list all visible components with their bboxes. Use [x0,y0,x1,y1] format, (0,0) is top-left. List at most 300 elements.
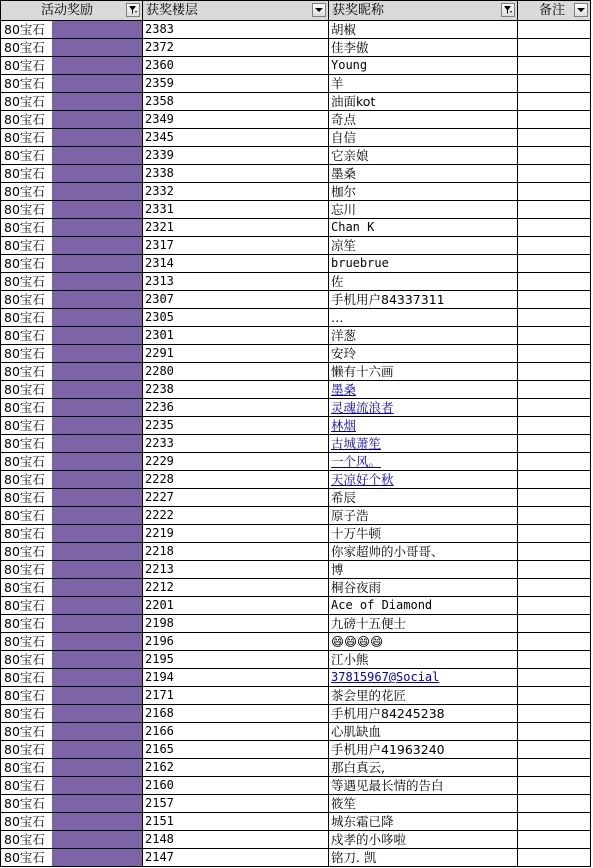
table-row [0,327,591,345]
floor-cell[interactable]: 2201 [143,597,329,614]
nickname-cell[interactable]: 希辰 [329,489,518,506]
note-cell[interactable] [518,291,591,308]
table-row [0,129,591,147]
floor-cell[interactable]: 2195 [143,651,329,668]
reward-highlight [52,795,142,812]
note-cell[interactable] [518,759,591,776]
filter-active-icon[interactable] [126,3,140,17]
reward-cell[interactable] [0,39,143,56]
reward-highlight [52,507,142,524]
note-cell[interactable] [518,831,591,848]
floor-cell[interactable]: 2168 [143,705,329,722]
reward-label: 80宝石 [1,633,52,650]
reward-highlight [52,813,142,830]
table-row [0,813,591,831]
nickname-link[interactable]: 墨桑 [329,381,518,398]
table-row [0,399,591,417]
floor-cell[interactable]: 2238 [143,381,329,398]
reward-cell[interactable] [0,363,143,380]
nickname-cell[interactable]: 安玲 [329,345,518,362]
reward-label: 80宝石 [1,219,52,236]
table-row [0,705,591,723]
reward-cell[interactable] [0,669,143,686]
nickname-cell[interactable]: 奇点 [329,111,518,128]
nickname-cell[interactable]: 那白真云, [329,759,518,776]
reward-cell[interactable] [0,813,143,830]
floor-cell[interactable]: 2160 [143,777,329,794]
reward-cell[interactable] [0,489,143,506]
table-row [0,633,591,651]
note-cell[interactable] [518,165,591,182]
floor-cell[interactable]: 2162 [143,759,329,776]
nickname-cell[interactable]: … [329,309,518,326]
reward-label: 80宝石 [1,489,52,506]
reward-label: 80宝石 [1,561,52,578]
reward-cell[interactable] [0,777,143,794]
reward-highlight [52,579,142,596]
nickname-cell[interactable]: 江小熊 [329,651,518,668]
note-cell[interactable] [518,129,591,146]
nickname-cell[interactable]: 忘川 [329,201,518,218]
table-row [0,669,591,687]
reward-label: 80宝石 [1,21,52,38]
reward-cell[interactable] [0,219,143,236]
floor-cell[interactable]: 2222 [143,507,329,524]
note-cell[interactable] [518,111,591,128]
column-header-nickname[interactable] [329,1,518,20]
note-cell[interactable] [518,813,591,830]
table-row [0,111,591,129]
reward-label: 80宝石 [1,741,52,758]
nickname-link[interactable]: 古城萧笙 [329,435,518,452]
nickname-cell[interactable]: 凉笙 [329,237,518,254]
nickname-cell[interactable]: 筱笙 [329,795,518,812]
reward-label: 80宝石 [1,831,52,848]
floor-cell[interactable]: 2227 [143,489,329,506]
table-row [0,525,591,543]
note-cell[interactable] [518,417,591,434]
reward-highlight [52,273,142,290]
nickname-cell[interactable]: 你家超帅的小哥哥、 [329,543,518,560]
floor-cell[interactable]: 2218 [143,543,329,560]
table-row [0,759,591,777]
floor-cell[interactable]: 2171 [143,687,329,704]
nickname-cell[interactable]: 茶会里的花匠 [329,687,518,704]
reward-cell[interactable] [0,201,143,218]
floor-cell[interactable]: 2339 [143,147,329,164]
floor-cell[interactable]: 2229 [143,453,329,470]
note-cell[interactable] [518,255,591,272]
reward-cell[interactable] [0,471,143,488]
nickname-cell[interactable]: 九磅十五便士 [329,615,518,632]
floor-cell[interactable]: 2317 [143,237,329,254]
reward-highlight [52,687,142,704]
floor-cell[interactable]: 2151 [143,813,329,830]
nickname-cell[interactable]: 羊 [329,75,518,92]
note-cell[interactable] [518,633,591,650]
reward-label: 80宝石 [1,669,52,686]
reward-highlight [52,471,142,488]
floor-cell[interactable]: 2345 [143,129,329,146]
note-cell[interactable] [518,489,591,506]
column-header-note[interactable] [518,1,591,20]
note-cell[interactable] [518,741,591,758]
reward-highlight [52,291,142,308]
nickname-cell[interactable]: 洋葱 [329,327,518,344]
floor-cell[interactable]: 2291 [143,345,329,362]
floor-cell[interactable]: 2301 [143,327,329,344]
reward-label: 80宝石 [1,849,52,866]
floor-cell[interactable]: 2383 [143,21,329,38]
reward-label: 80宝石 [1,183,52,200]
reward-cell[interactable] [0,237,143,254]
reward-label: 80宝石 [1,399,52,416]
floor-cell[interactable]: 2228 [143,471,329,488]
floor-cell[interactable]: 2213 [143,561,329,578]
reward-cell[interactable] [0,165,143,182]
reward-cell[interactable] [0,147,143,164]
floor-cell[interactable]: 2307 [143,291,329,308]
floor-cell[interactable]: 2219 [143,525,329,542]
table-row [0,489,591,507]
reward-label: 80宝石 [1,129,52,146]
note-cell[interactable] [518,21,591,38]
floor-cell[interactable]: 2194 [143,669,329,686]
table-row [0,57,591,75]
nickname-link[interactable]: 37815967@Social [329,669,518,686]
floor-cell[interactable]: 2305 [143,309,329,326]
reward-label: 80宝石 [1,93,52,110]
reward-label: 80宝石 [1,453,52,470]
note-cell[interactable] [518,435,591,452]
dropdown-arrow-icon[interactable] [574,3,588,17]
reward-cell[interactable] [0,597,143,614]
reward-label: 80宝石 [1,237,52,254]
floor-cell[interactable]: 2198 [143,615,329,632]
nickname-cell[interactable]: 原子浩 [329,507,518,524]
reward-cell[interactable] [0,21,143,38]
note-cell[interactable] [518,525,591,542]
note-cell[interactable] [518,57,591,74]
reward-highlight [52,111,142,128]
floor-cell[interactable]: 2148 [143,831,329,848]
reward-highlight [52,165,142,182]
table-row [0,435,591,453]
floor-cell[interactable]: 2196 [143,633,329,650]
note-cell[interactable] [518,687,591,704]
header-row [0,0,591,21]
floor-cell[interactable]: 2212 [143,579,329,596]
table-row [0,381,591,399]
note-cell[interactable] [518,651,591,668]
reward-cell[interactable] [0,579,143,596]
floor-cell[interactable]: 2321 [143,219,329,236]
nickname-cell[interactable]: 博 [329,561,518,578]
reward-label: 80宝石 [1,273,52,290]
note-cell[interactable] [518,363,591,380]
reward-highlight [52,21,142,38]
reward-cell[interactable] [0,705,143,722]
nickname-cell[interactable]: 墨桑 [329,165,518,182]
note-cell[interactable] [518,615,591,632]
table-row [0,417,591,435]
note-cell[interactable] [518,561,591,578]
table-row [0,291,591,309]
reward-cell[interactable] [0,435,143,452]
table-row [0,183,591,201]
reward-highlight [52,435,142,452]
reward-label: 80宝石 [1,345,52,362]
reward-highlight [52,525,142,542]
note-cell[interactable] [518,705,591,722]
floor-cell[interactable]: 2235 [143,417,329,434]
floor-cell[interactable]: 2233 [143,435,329,452]
nickname-cell[interactable]: 手机用户84337311 [329,291,518,308]
reward-cell[interactable] [0,507,143,524]
reward-label: 80宝石 [1,435,52,452]
reward-cell[interactable] [0,93,143,110]
note-cell[interactable] [518,381,591,398]
reward-cell[interactable] [0,327,143,344]
table-row [0,723,591,741]
reward-cell[interactable] [0,399,143,416]
note-cell[interactable] [518,39,591,56]
reward-label: 80宝石 [1,75,52,92]
table-row [0,849,591,867]
reward-highlight [52,363,142,380]
note-cell[interactable] [518,669,591,686]
note-cell[interactable] [518,147,591,164]
table-row [0,615,591,633]
reward-cell[interactable] [0,291,143,308]
table-row [0,651,591,669]
reward-cell[interactable] [0,57,143,74]
nickname-cell[interactable]: 戍孝的小哆啦 [329,831,518,848]
floor-cell[interactable]: 2372 [143,39,329,56]
nickname-link[interactable]: 一个风。 [329,453,518,470]
reward-label: 80宝石 [1,687,52,704]
reward-highlight [52,723,142,740]
reward-label: 80宝石 [1,39,52,56]
floor-cell[interactable]: 2166 [143,723,329,740]
reward-cell[interactable] [0,453,143,470]
filter-active-icon[interactable] [501,3,515,17]
dropdown-arrow-icon[interactable] [312,3,326,17]
floor-cell[interactable]: 2313 [143,273,329,290]
reward-highlight [52,417,142,434]
nickname-cell[interactable]: 十万牛顿 [329,525,518,542]
note-cell[interactable] [518,597,591,614]
nickname-link[interactable]: 林烟 [329,417,518,434]
table-row [0,561,591,579]
reward-label: 80宝石 [1,309,52,326]
reward-highlight [52,543,142,560]
nickname-link[interactable]: 灵魂流浪者 [329,399,518,416]
note-cell[interactable] [518,201,591,218]
nickname-cell[interactable]: 它亲娘 [329,147,518,164]
reward-highlight [52,39,142,56]
reward-label: 80宝石 [1,759,52,776]
reward-cell[interactable] [0,561,143,578]
note-cell[interactable] [518,849,591,866]
note-cell[interactable] [518,579,591,596]
reward-label: 80宝石 [1,471,52,488]
reward-cell[interactable] [0,111,143,128]
reward-cell[interactable] [0,741,143,758]
floor-cell[interactable]: 2165 [143,741,329,758]
nickname-cell[interactable]: Chan K [329,219,518,236]
note-cell[interactable] [518,183,591,200]
reward-cell[interactable] [0,633,143,650]
reward-label: 80宝石 [1,363,52,380]
table-row [0,543,591,561]
floor-cell[interactable]: 2314 [143,255,329,272]
table-row [0,75,591,93]
reward-cell[interactable] [0,381,143,398]
nickname-cell[interactable]: 油面kot [329,93,518,110]
nickname-cell[interactable]: Young [329,57,518,74]
reward-cell[interactable] [0,651,143,668]
nickname-cell[interactable]: 佳李傲 [329,39,518,56]
table-row [0,309,591,327]
reward-cell[interactable] [0,795,143,812]
reward-label: 80宝石 [1,777,52,794]
floor-cell[interactable]: 2157 [143,795,329,812]
note-cell[interactable] [518,399,591,416]
note-cell[interactable] [518,723,591,740]
reward-cell[interactable] [0,345,143,362]
table-row [0,273,591,291]
floor-cell[interactable]: 2331 [143,201,329,218]
nickname-cell[interactable]: 等遇见最长情的告白 [329,777,518,794]
nickname-cell[interactable]: 自信 [329,129,518,146]
note-cell[interactable] [518,507,591,524]
reward-highlight [52,327,142,344]
floor-cell[interactable]: 2236 [143,399,329,416]
note-cell[interactable] [518,237,591,254]
reward-cell[interactable] [0,75,143,92]
note-cell[interactable] [518,795,591,812]
note-cell[interactable] [518,345,591,362]
floor-cell[interactable]: 2338 [143,165,329,182]
nickname-cell[interactable]: 佐 [329,273,518,290]
table-row [0,255,591,273]
column-header-reward[interactable] [0,1,143,20]
reward-highlight [52,651,142,668]
reward-highlight [52,849,142,866]
floor-cell[interactable]: 2359 [143,75,329,92]
note-cell[interactable] [518,453,591,470]
reward-highlight [52,633,142,650]
reward-cell[interactable] [0,255,143,272]
reward-cell[interactable] [0,309,143,326]
table-row [0,363,591,381]
note-cell[interactable] [518,273,591,290]
reward-cell[interactable] [0,543,143,560]
note-cell[interactable] [518,327,591,344]
reward-cell[interactable] [0,849,143,866]
floor-cell[interactable]: 2280 [143,363,329,380]
nickname-link[interactable]: 天凉好个秋 [329,471,518,488]
reward-label: 80宝石 [1,525,52,542]
note-cell[interactable] [518,777,591,794]
note-cell[interactable] [518,93,591,110]
nickname-cell[interactable]: 桐谷夜雨 [329,579,518,596]
floor-cell[interactable]: 2349 [143,111,329,128]
reward-label: 80宝石 [1,723,52,740]
note-cell[interactable] [518,219,591,236]
nickname-cell[interactable]: 手机用户84245238 [329,705,518,722]
reward-label: 80宝石 [1,417,52,434]
floor-cell[interactable]: 2360 [143,57,329,74]
reward-cell[interactable] [0,273,143,290]
reward-highlight [52,399,142,416]
reward-label: 80宝石 [1,705,52,722]
nickname-cell[interactable]: 心肌缺血 [329,723,518,740]
nickname-cell[interactable]: 胡椒 [329,21,518,38]
reward-cell[interactable] [0,525,143,542]
reward-highlight [52,183,142,200]
reward-cell[interactable] [0,615,143,632]
nickname-cell[interactable]: 城东霜已降 [329,813,518,830]
reward-label: 80宝石 [1,255,52,272]
table-row [0,453,591,471]
column-header-label: 获奖昵称 [332,3,385,18]
reward-highlight [52,669,142,686]
table-body [0,21,591,867]
nickname-cell[interactable]: 枷尔 [329,183,518,200]
reward-cell[interactable] [0,183,143,200]
reward-cell[interactable] [0,759,143,776]
table-row [0,21,591,39]
reward-cell[interactable] [0,831,143,848]
note-cell[interactable] [518,75,591,92]
reward-label: 80宝石 [1,651,52,668]
reward-cell[interactable] [0,687,143,704]
nickname-cell[interactable]: 手机用户41963240 [329,741,518,758]
note-cell[interactable] [518,471,591,488]
reward-label: 80宝石 [1,507,52,524]
table-row [0,741,591,759]
reward-highlight [52,741,142,758]
floor-cell[interactable]: 2358 [143,93,329,110]
table-row [0,597,591,615]
note-cell[interactable] [518,543,591,560]
column-header-label: 活动奖励 [41,3,94,18]
reward-highlight [52,597,142,614]
table-row [0,507,591,525]
nickname-cell[interactable]: 😄😄😄😄 [329,633,518,650]
reward-highlight [52,255,142,272]
floor-cell[interactable]: 2147 [143,849,329,866]
reward-label: 80宝石 [1,795,52,812]
reward-label: 80宝石 [1,381,52,398]
nickname-cell[interactable]: bruebrue [329,255,518,272]
table-row [0,201,591,219]
nickname-cell[interactable]: 懒有十六画 [329,363,518,380]
floor-cell[interactable]: 2332 [143,183,329,200]
nickname-cell[interactable]: Ace of Diamond [329,597,518,614]
reward-cell[interactable] [0,723,143,740]
reward-highlight [52,831,142,848]
nickname-cell[interactable]: 铭刀. 凯 [329,849,518,866]
note-cell[interactable] [518,309,591,326]
reward-cell[interactable] [0,417,143,434]
reward-cell[interactable] [0,129,143,146]
column-header-floor[interactable] [143,1,329,20]
reward-highlight [52,759,142,776]
column-header-label: 获奖楼层 [146,3,199,18]
